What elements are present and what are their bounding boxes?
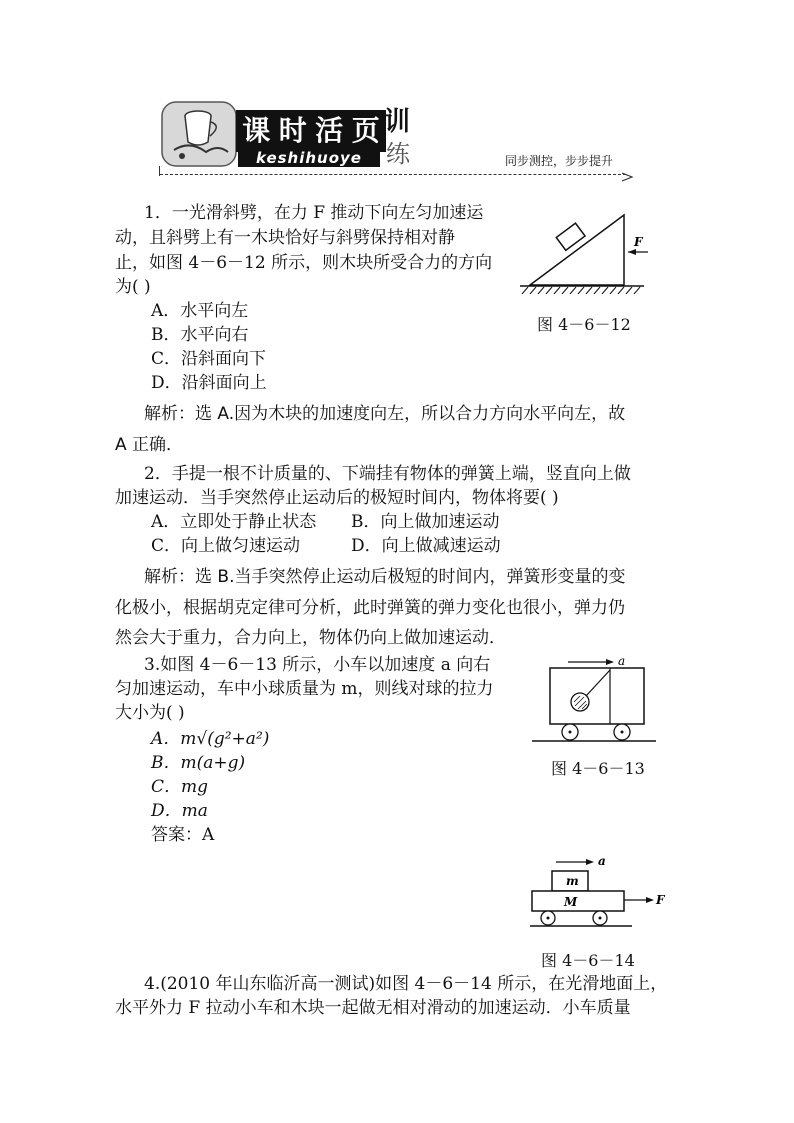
figure-4-6-14: [528, 850, 672, 932]
q1-line: 1．一光滑斜劈，在力 F 推动下向左匀加速运: [144, 203, 484, 223]
q1-analysis-line: 解析：选 A.因为木块的加速度向左，所以合力方向水平向左，故: [144, 404, 626, 424]
header-rule-tick: [159, 166, 160, 176]
q2-option-b: B．向上做加速运动: [351, 512, 500, 532]
q4-line: 4.(2010 年山东临沂高一测试)如图 4－6－14 所示，在光滑地面上，: [144, 974, 668, 994]
q3-line: 3.如图 4－6－13 所示，小车以加速度 a 向右: [144, 655, 491, 675]
header-slogan: 同步测控，步步提升: [505, 154, 614, 168]
q1-line: 止，如图 4－6－12 所示，则木块所受合力的方向: [115, 253, 493, 273]
cup-logo-icon: [160, 100, 238, 170]
title-char: 活: [315, 114, 344, 147]
title-char: 课: [242, 114, 271, 147]
q2-option-d: D．向上做减速运动: [351, 536, 501, 556]
header-title-box: [236, 110, 386, 152]
q4-label-M: M: [564, 895, 578, 909]
q3-line: 大小为( ): [115, 703, 185, 723]
q1-force-label: F: [634, 235, 643, 249]
title-char: 时: [278, 114, 307, 147]
q3-option-d: D．ma: [151, 801, 208, 821]
figure-4-6-12: [516, 210, 648, 300]
q3-line: 匀加速运动，车中小球质量为 m，则线对球的拉力: [115, 679, 494, 699]
header-side-char: 练: [386, 140, 410, 168]
q1-option-c: C．沿斜面向下: [151, 349, 267, 369]
q4-label-F: F: [656, 893, 665, 907]
figure-4-6-13: [528, 652, 660, 744]
q1-line: 动，且斜劈上有一木块恰好与斜劈保持相对静: [115, 228, 455, 248]
q3-option-a: A．m√(g²+a²): [151, 729, 270, 749]
q4-label-a: a: [598, 854, 606, 868]
q2-analysis-line: 然会大于重力，合力向上，物体仍向上做加速运动．: [115, 628, 506, 648]
header-side-char: 训: [384, 107, 411, 137]
q3-option-b: B．m(a+g): [151, 753, 246, 773]
header-rule: [160, 174, 626, 175]
q2-analysis-line: 化极小，根据胡克定律可分析，此时弹簧的弹力变化也很小，弹力仍: [115, 598, 625, 618]
header-rule-arrow-icon: [622, 168, 634, 187]
q1-analysis-line: A 正确．: [115, 435, 184, 455]
title-char: 页: [351, 114, 380, 147]
q2-option-a: A．立即处于静止状态: [151, 512, 317, 532]
q1-option-a: A．水平向左: [151, 301, 249, 321]
q3-option-c: C．mg: [151, 777, 209, 797]
q4-figure-caption: 图 4－6－14: [541, 951, 635, 970]
q1-option-b: B．水平向右: [151, 325, 249, 345]
q1-line: 为( ): [115, 277, 151, 297]
q4-label-m: m: [566, 874, 579, 888]
q4-line: 水平外力 F 拉动小车和木块一起做无相对滑动的加速运动．小车质量: [115, 998, 631, 1018]
q2-line: 2．手提一根不计质量的、下端挂有物体的弹簧上端，竖直向上做: [144, 464, 631, 484]
q3-answer: 答案：A: [151, 825, 215, 845]
q3-figure-caption: 图 4－6－13: [551, 759, 645, 778]
q1-option-d: D．沿斜面向上: [151, 373, 267, 393]
q2-line: 加速运动．当手突然停止运动后的极短时间内，物体将要( ): [115, 488, 559, 508]
q3-accel-label: a: [618, 654, 626, 668]
q2-option-c: C．向上做匀速运动: [151, 536, 301, 556]
q2-analysis-line: 解析：选 B.当手突然停止运动后极短的时间内，弹簧形变量的变: [144, 567, 626, 587]
header-pinyin: keshihuoye: [238, 149, 380, 167]
q1-figure-caption: 图 4－6－12: [537, 315, 631, 334]
